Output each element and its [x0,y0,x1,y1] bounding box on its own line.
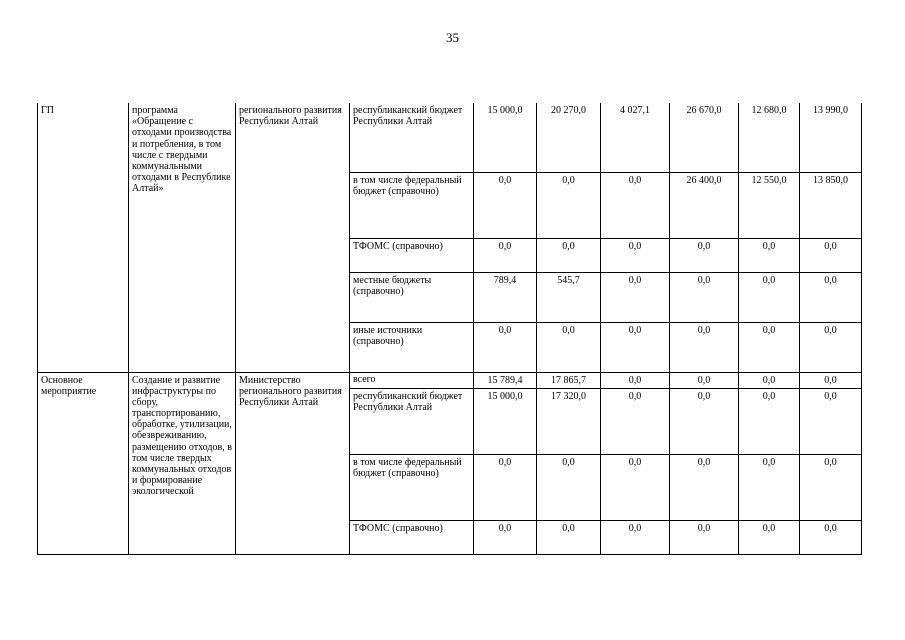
value-cell: 0,0 [670,388,739,454]
row-type-cell: ГП [38,103,129,372]
value-cell: 0,0 [537,520,601,554]
value-cell: 15 789,4 [474,372,537,388]
source-cell: в том числе федеральный бюджет (справочно) [350,172,474,238]
value-cell: 0,0 [800,238,862,272]
value-cell: 26 670,0 [670,103,739,172]
value-cell: 789,4 [474,272,537,322]
source-cell: республиканский бюджет Республики Алтай [350,388,474,454]
source-cell: иные источники (справочно) [350,322,474,372]
responsible-cell: регионального развития Республики Алтай [236,103,350,372]
value-cell: 20 270,0 [537,103,601,172]
value-cell: 0,0 [739,372,800,388]
value-cell: 26 400,0 [670,172,739,238]
value-cell: 0,0 [601,172,670,238]
value-cell: 0,0 [739,272,800,322]
value-cell: 17 320,0 [537,388,601,454]
responsible-cell: Министерство регионального развития Республики Алтай [236,372,350,554]
program-name-cell: программа «Обращение с отходами производства и потребления, в том числе с твердыми коммунальными отходами в Республике Алтай» [129,103,236,372]
value-cell: 0,0 [670,272,739,322]
value-cell: 15 000,0 [474,103,537,172]
value-cell: 0,0 [601,322,670,372]
value-cell: 0,0 [537,172,601,238]
event-name-cell: Создание и развитие инфраструктуры по сбору, транспортированию, обработке, утилизации, обезвреживанию, размещению отходов, в том числе твердых коммунальных отходов и формирование экологической [129,372,236,554]
value-cell: 0,0 [670,372,739,388]
source-cell: в том числе федеральный бюджет (справочно) [350,454,474,520]
value-cell: 4 027,1 [601,103,670,172]
value-cell: 0,0 [474,238,537,272]
budget-table [37,103,862,555]
source-cell: республиканский бюджет Республики Алтай [350,103,474,172]
value-cell: 17 865,7 [537,372,601,388]
page-number: 35 [446,30,459,45]
value-cell: 0,0 [601,372,670,388]
value-cell: 0,0 [601,388,670,454]
value-cell: 0,0 [739,454,800,520]
value-cell: 12 680,0 [739,103,800,172]
value-cell: 13 990,0 [800,103,862,172]
value-cell: 0,0 [739,388,800,454]
value-cell: 0,0 [670,520,739,554]
source-cell: ТФОМС (справочно) [350,520,474,554]
value-cell: 0,0 [800,322,862,372]
value-cell: 0,0 [601,454,670,520]
value-cell: 545,7 [537,272,601,322]
row-type-cell: Основное мероприятие [38,372,129,554]
value-cell: 0,0 [474,322,537,372]
value-cell: 0,0 [601,520,670,554]
value-cell: 0,0 [739,520,800,554]
value-cell: 0,0 [601,238,670,272]
value-cell: 0,0 [537,454,601,520]
value-cell: 12 550,0 [739,172,800,238]
value-cell: 0,0 [537,238,601,272]
value-cell: 0,0 [670,454,739,520]
value-cell: 0,0 [800,388,862,454]
value-cell: 0,0 [474,172,537,238]
table-row [38,372,862,388]
value-cell: 0,0 [474,520,537,554]
value-cell: 0,0 [739,238,800,272]
value-cell: 0,0 [739,322,800,372]
value-cell: 0,0 [670,238,739,272]
table-row [38,103,862,172]
value-cell: 0,0 [800,520,862,554]
value-cell: 0,0 [800,272,862,322]
source-cell: всего [350,372,474,388]
value-cell: 0,0 [601,272,670,322]
value-cell: 0,0 [800,454,862,520]
value-cell: 0,0 [670,322,739,372]
source-cell: ТФОМС (справочно) [350,238,474,272]
value-cell: 15 000,0 [474,388,537,454]
value-cell: 0,0 [800,372,862,388]
value-cell: 0,0 [537,322,601,372]
value-cell: 0,0 [474,454,537,520]
source-cell: местные бюджеты (справочно) [350,272,474,322]
value-cell: 13 850,0 [800,172,862,238]
